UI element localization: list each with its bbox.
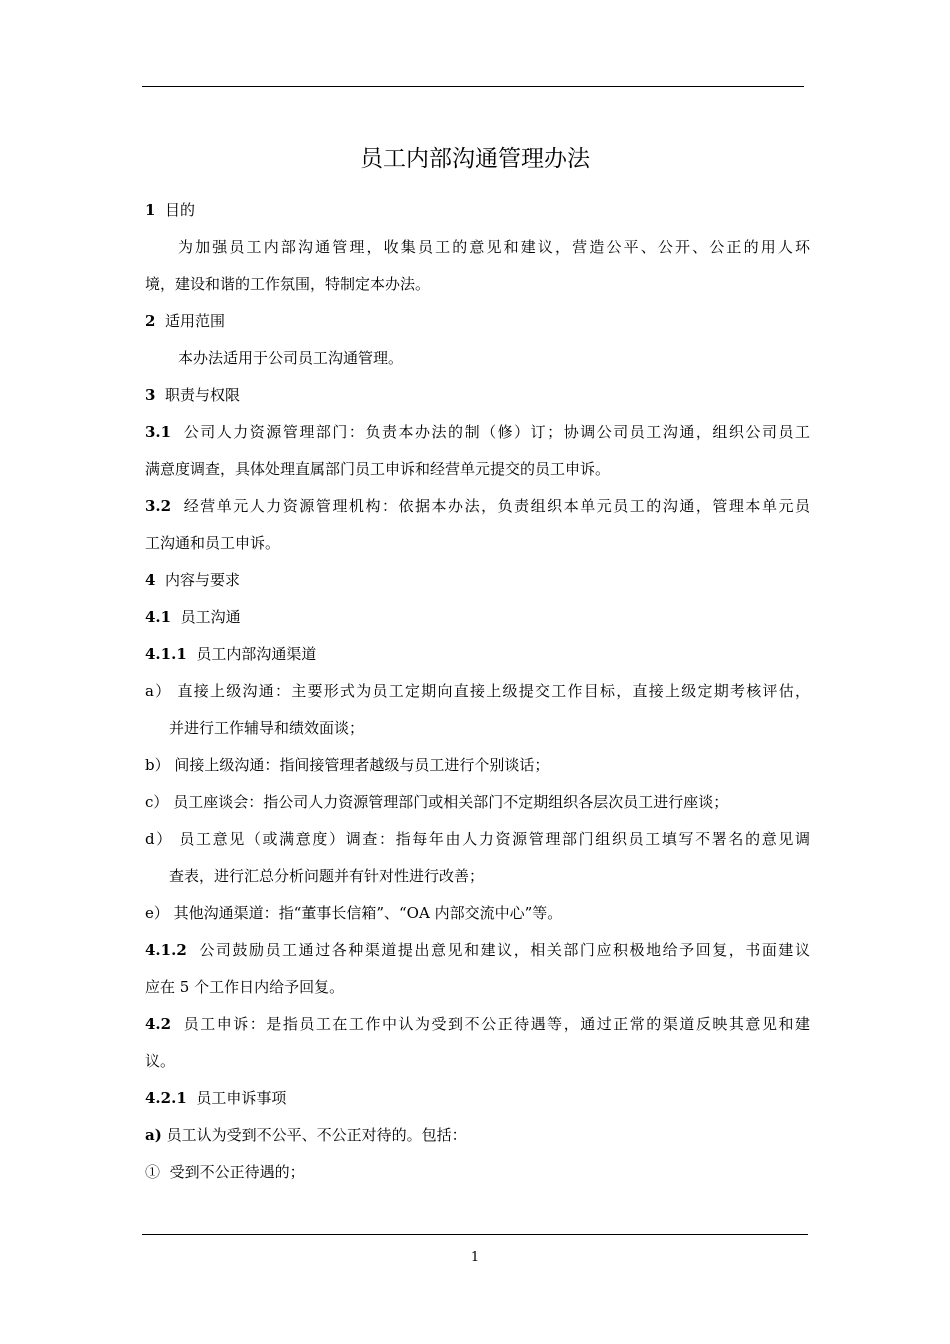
- header-rule: [142, 86, 804, 87]
- paragraph-line: 满意度调查，具体处理直属部门员工申诉和经营单元提交的员工申诉。: [145, 460, 611, 478]
- clause-line: 3.2 经营单元人力资源管理机构：依据本办法，负责组织本单元员工的沟通，管理本单元员: [145, 497, 810, 515]
- clause-line: 4.1 员工沟通: [145, 608, 241, 626]
- paragraph-line: 境，建设和谐的工作氛围，特制定本办法。: [145, 275, 431, 293]
- section-heading: 2 适用范围: [145, 312, 225, 330]
- paragraph-line: 本办法适用于公司员工沟通管理。: [178, 349, 404, 367]
- list-item-continuation: 并进行工作辅导和绩效面谈；: [169, 719, 365, 737]
- section-heading: 4 内容与要求: [145, 571, 240, 589]
- list-item-continuation: 查表，进行汇总分析问题并有针对性进行改善；: [169, 867, 485, 885]
- clause-line: 3.1 公司人力资源管理部门：负责本办法的制（修）订；协调公司员工沟通，组织公司员工: [145, 423, 810, 441]
- document-title: 员工内部沟通管理办法: [360, 146, 590, 172]
- clause-line: 4.1.1 员工内部沟通渠道: [145, 645, 317, 663]
- paragraph-line: 应在 5 个工作日内给予回复。: [145, 978, 345, 996]
- paragraph-line: 议。: [145, 1052, 176, 1070]
- list-item: e） 其他沟通渠道：指“董事长信箱”、“OA 内部交流中心”等。: [145, 904, 563, 922]
- clause-line: 4.2.1 员工申诉事项: [145, 1089, 287, 1107]
- list-item: b） 间接上级沟通：指间接管理者越级与员工进行个别谈话；: [145, 756, 550, 774]
- paragraph-line: 为加强员工内部沟通管理，收集员工的意见和建议，营造公平、公开、公正的用人环: [178, 238, 810, 256]
- footer-rule: [142, 1234, 808, 1235]
- list-item: d） 员工意见（或满意度）调查：指每年由人力资源管理部门组织员工填写不署名的意见调: [145, 830, 810, 848]
- clause-line: a) 员工认为受到不公平、不公正对待的。包括：: [145, 1126, 467, 1144]
- clause-line: 4.1.2 公司鼓励员工通过各种渠道提出意见和建议，相关部门应积极地给予回复，书面建议: [145, 941, 810, 959]
- clause-line: 4.2 员工申诉：是指员工在工作中认为受到不公正待遇等，通过正常的渠道反映其意见和建: [145, 1015, 810, 1033]
- section-heading: 1 目的: [145, 201, 195, 219]
- section-heading: 3 职责与权限: [145, 386, 240, 404]
- list-item: ① 受到不公正待遇的；: [145, 1163, 305, 1181]
- list-item: c） 员工座谈会：指公司人力资源管理部门或相关部门不定期组织各层次员工进行座谈；: [145, 793, 729, 811]
- list-item: a） 直接上级沟通：主要形式为员工定期向直接上级提交工作目标，直接上级定期考核评估，: [145, 682, 810, 700]
- paragraph-line: 工沟通和员工申诉。: [145, 534, 281, 552]
- page-number: 1: [470, 1250, 480, 1265]
